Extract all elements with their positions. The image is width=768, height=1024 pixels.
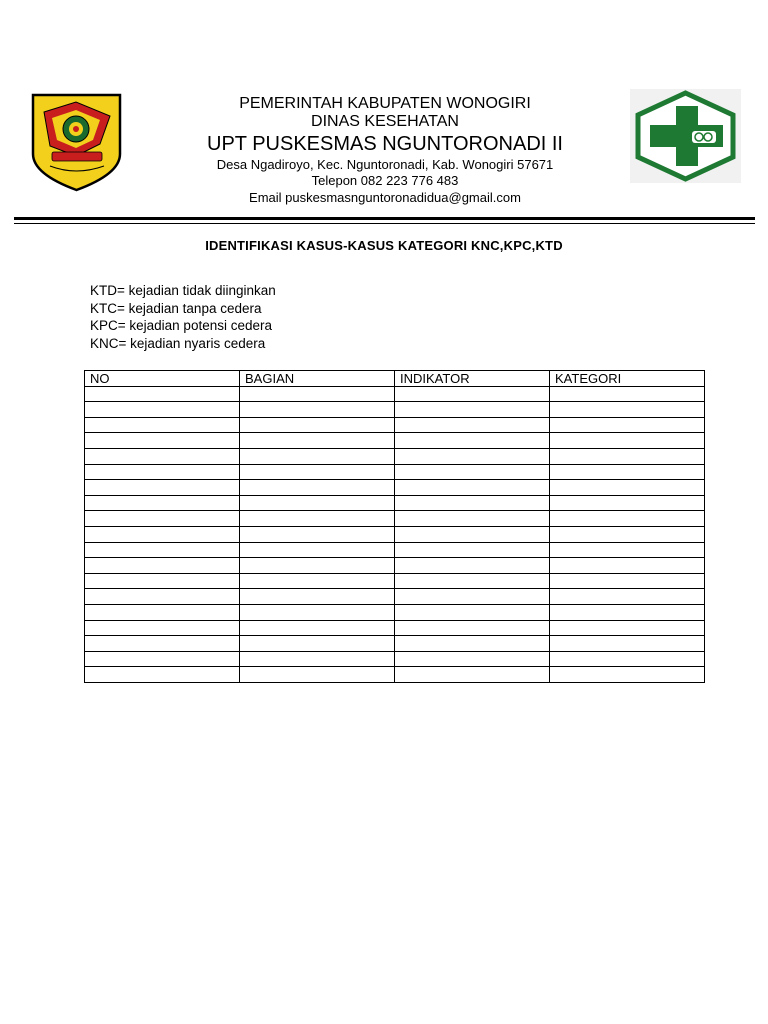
table-row [85, 417, 705, 433]
table-cell [395, 402, 550, 418]
table-cell [85, 589, 240, 605]
table-cell [550, 495, 705, 511]
table-cell [85, 558, 240, 574]
column-header-bagian: BAGIAN [240, 371, 395, 387]
table-cell [240, 542, 395, 558]
table-cell [395, 589, 550, 605]
table-cell [395, 464, 550, 480]
table-cell [240, 589, 395, 605]
table-row [85, 495, 705, 511]
legend-item: KPC= kejadian potensi cedera [90, 318, 272, 333]
table-cell [85, 464, 240, 480]
table-cell [395, 526, 550, 542]
legend-item: KTC= kejadian tanpa cedera [90, 300, 262, 316]
table-cell [240, 480, 395, 496]
table-cell [240, 651, 395, 667]
puskesmas-cross-icon [630, 89, 741, 183]
table-cell [395, 386, 550, 402]
table-cell [550, 589, 705, 605]
department-name: DINAS KESEHATAN [311, 113, 459, 130]
table-row [85, 542, 705, 558]
table-cell [240, 511, 395, 527]
table-cell [395, 495, 550, 511]
table-cell [240, 604, 395, 620]
table-cell [550, 558, 705, 574]
table-cell [550, 480, 705, 496]
institution-name: UPT PUSKESMAS NGUNTORONADI II [207, 133, 563, 155]
legend-item: KTD= kejadian tidak diinginkan [90, 283, 276, 298]
table-cell [395, 542, 550, 558]
table-cell [85, 448, 240, 464]
table-cell [85, 620, 240, 636]
government-name: PEMERINTAH KABUPATEN WONOGIRI [239, 95, 531, 112]
table-body [85, 386, 705, 682]
table-cell [395, 558, 550, 574]
table-cell [395, 651, 550, 667]
table-cell [85, 604, 240, 620]
table-cell [240, 495, 395, 511]
table-cell [550, 651, 705, 667]
table-cell [85, 433, 240, 449]
table-cell [395, 620, 550, 636]
table-cell [395, 573, 550, 589]
table-cell [85, 402, 240, 418]
table-cell [85, 573, 240, 589]
table-cell [550, 386, 705, 402]
table-cell [395, 604, 550, 620]
table-row [85, 636, 705, 652]
table-cell [550, 604, 705, 620]
table-cell [395, 636, 550, 652]
phone: Telepon 082 223 776 483 [311, 173, 459, 188]
table-cell [550, 433, 705, 449]
header-divider-thin [14, 223, 755, 224]
table-cell [395, 417, 550, 433]
table-row [85, 464, 705, 480]
table-cell [395, 480, 550, 496]
table-cell [395, 667, 550, 683]
table-row [85, 589, 705, 605]
table-cell [240, 417, 395, 433]
table-cell [240, 636, 395, 652]
table-cell [550, 636, 705, 652]
table-cell [240, 558, 395, 574]
document-title: IDENTIFIKASI KASUS-KASUS KATEGORI KNC,KPC,KTD [205, 238, 563, 253]
table-row [85, 558, 705, 574]
regency-emblem-icon [30, 92, 123, 192]
table-cell [85, 526, 240, 542]
address: Desa Ngadiroyo, Kec. Nguntoronadi, Kab. Wonogiri 57671 [216, 157, 554, 172]
table-cell [85, 480, 240, 496]
table-cell [550, 526, 705, 542]
table-cell [550, 402, 705, 418]
table-cell [550, 573, 705, 589]
table-cell [550, 464, 705, 480]
table-cell [85, 651, 240, 667]
puskesmas-logo [630, 89, 741, 183]
table-cell [550, 542, 705, 558]
column-header-no: NO [85, 371, 240, 387]
table-cell [85, 386, 240, 402]
column-header-kategori: KATEGORI [550, 371, 705, 387]
table-cell [240, 433, 395, 449]
table-cell [85, 667, 240, 683]
table-row [85, 386, 705, 402]
category-legend [90, 282, 276, 352]
table-row [85, 402, 705, 418]
table-row [85, 480, 705, 496]
email: Email puskesmasnguntoronadidua@gmail.com [249, 190, 521, 205]
table-cell [395, 448, 550, 464]
table-cell [240, 573, 395, 589]
table-cell [550, 620, 705, 636]
table-cell [395, 433, 550, 449]
table-header-row [85, 371, 705, 387]
table-cell [240, 667, 395, 683]
table-cell [240, 620, 395, 636]
table-cell [240, 448, 395, 464]
table-row [85, 433, 705, 449]
table-row [85, 667, 705, 683]
column-header-indikator: INDIKATOR [395, 371, 550, 387]
table-cell [85, 495, 240, 511]
table-cell [85, 417, 240, 433]
table-row [85, 526, 705, 542]
table-cell [240, 464, 395, 480]
legend-item: KNC= kejadian nyaris cedera [90, 335, 266, 351]
table-cell [240, 402, 395, 418]
table-row [85, 511, 705, 527]
table-row [85, 573, 705, 589]
table-cell [240, 386, 395, 402]
table-cell [85, 511, 240, 527]
table-cell [240, 526, 395, 542]
table-cell [550, 667, 705, 683]
table-cell [550, 448, 705, 464]
table-row [85, 604, 705, 620]
table-cell [395, 511, 550, 527]
incident-table [84, 370, 705, 683]
table-cell [85, 636, 240, 652]
table-cell [85, 542, 240, 558]
table-row [85, 448, 705, 464]
table-row [85, 651, 705, 667]
table-cell [550, 511, 705, 527]
table-row [85, 620, 705, 636]
regency-emblem-logo [30, 92, 123, 192]
header-divider-thick [14, 217, 755, 220]
table-cell [550, 417, 705, 433]
letterhead [140, 95, 630, 206]
